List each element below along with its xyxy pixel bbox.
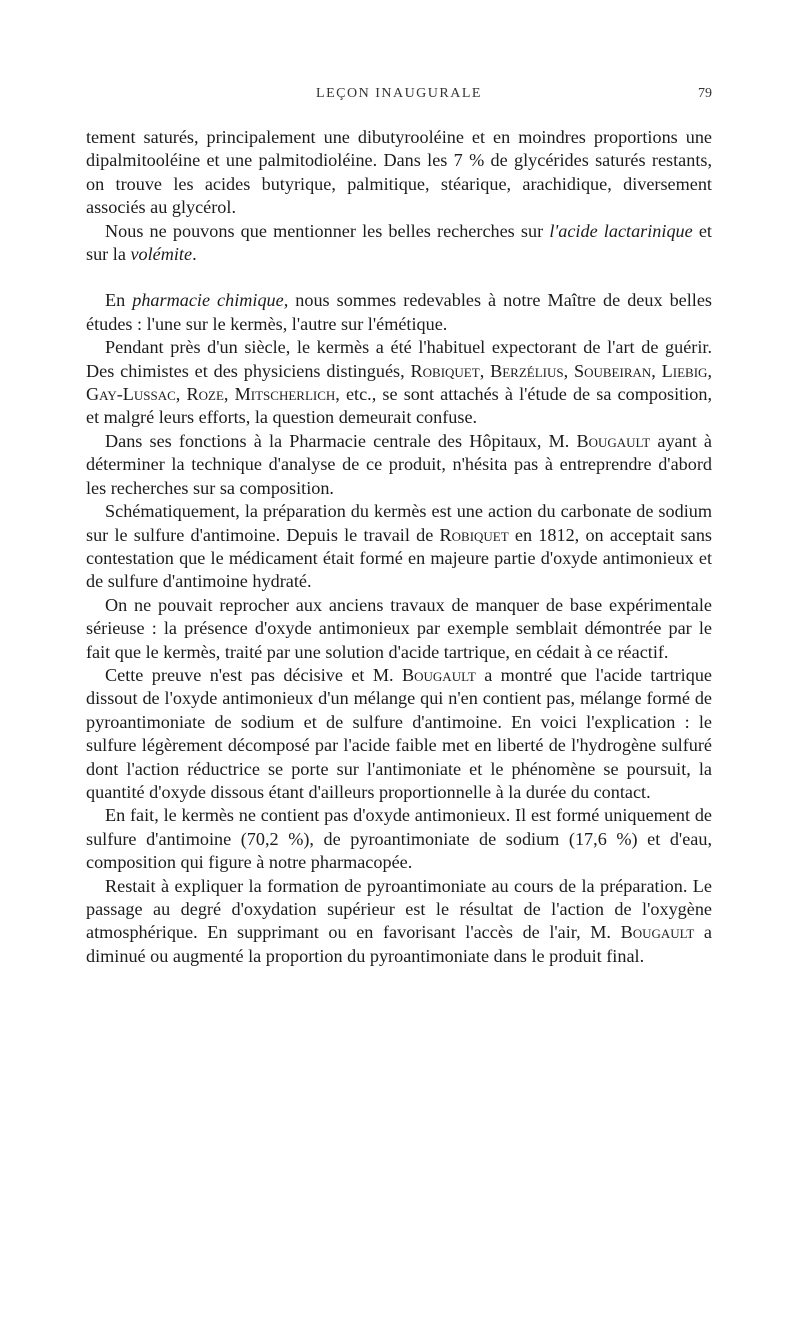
paragraph-pyroantimoniate (86, 875, 712, 969)
separator: , (223, 384, 235, 405)
author-name: Bougault (402, 664, 476, 685)
separator: , (707, 360, 712, 381)
author-name: Robiquet (410, 360, 480, 381)
author-name: Gay-Lussac (86, 384, 176, 405)
paragraph-schematic-preparation (86, 500, 712, 594)
running-head (86, 86, 712, 110)
text-run: . (192, 244, 197, 265)
text-run: En (105, 290, 133, 311)
separator: , (175, 384, 187, 405)
text-run: ayant à déterminer la technique d'analyse de ce produit, n'hésita pas à entreprendre d'abord les recherches sur sa composition. (86, 430, 712, 498)
separator: , (563, 360, 574, 381)
author-name: Bougault (576, 430, 651, 451)
italic-term: l'acide lactarinique (549, 220, 693, 241)
text-run: et sur la (86, 220, 712, 265)
author-name: Liebig (661, 360, 708, 381)
author-name: Bougault (620, 922, 695, 943)
text-run: Nous ne pouvons que mentionner les belles recherches sur (105, 220, 550, 241)
paragraph-pharmacie-centrale (86, 430, 712, 500)
paragraph-earlier-work: On ne pouvait reprocher aux anciens travaux de manquer de base expérimentale sérieuse : la présence d'oxyde antimonieux par exemple semblait démontrée par le fait que le kermès, traité par une solution d'acide tartrique, en cédait à ce réactif. (86, 594, 712, 662)
text-run: Restait à expliquer la formation de pyroantimoniate au cours de la préparation. Le passage au degré d'oxydation supérieur est le résultat de l'action de l'oxygène atmosphérique. En supprimant ou en favorisant l'accès de l'air, M. (86, 875, 712, 943)
paragraph-kermes-history (86, 336, 712, 430)
paragraph-lactarinic-acid (86, 220, 712, 267)
text-run: Pendant près d'un siècle, le kermès a été l'habituel expectorant de l'art de guérir. Des chimistes et des physiciens distingués, (86, 337, 712, 381)
text-run: en 1812, on acceptait sans contestation que le médicament était formé en majeure partie d'oxyde antimonieux et de sulfure d'antimoine hydraté. (86, 524, 712, 592)
text-run: Schématiquement, la préparation du kermès est une action du carbonate de sodium sur le sulfure d'antimoine. Depuis le travail de (86, 501, 712, 545)
italic-term: volémite (130, 244, 193, 265)
paragraph-pharmacie-chimique (86, 289, 712, 336)
paragraph-proof (86, 664, 712, 804)
text-run: , etc., se sont attachés à l'étude de sa composition, et malgré leurs efforts, la question demeurait confuse. (86, 384, 713, 428)
body-text (86, 126, 712, 968)
author-name: Mitscherlich (234, 384, 336, 405)
author-name: Robiquet (439, 524, 509, 545)
text-run: a diminué ou augmenté la proportion du pyroantimoniate dans le produit final. (86, 922, 712, 966)
author-name: Roze (186, 384, 224, 405)
text-run: Dans ses fonctions à la Pharmacie centrale des Hôpitaux, M. (105, 430, 577, 451)
page-number: 79 (698, 86, 712, 101)
paragraph-glycerides: tement saturés, principalement une dibutyrooléine et en moindres proportions une dipalmitooléine et une palmitodioléine. Dans les 7 % de glycérides saturés restants, on trouve les acides butyrique, palmitique, stéarique, arachidique, diversement associés au glycérol. (86, 127, 712, 218)
author-name: Berzélius (490, 360, 564, 381)
text-run: Cette preuve n'est pas décisive et M. (105, 664, 403, 685)
italic-term: pharmacie chimique, (132, 290, 289, 311)
separator: , (479, 360, 491, 381)
text-run: a montré que l'acide tartrique dissout de l'oxyde antimonieux d'un mélange qui n'en contient pas, mélange formé de pyroantimoniate de sodium et de sulfure d'antimoine. En voici l'explication : le sulfure légèrement décomposé par l'acide faible met en liberté de l'hydrogène sulfuré dont l'action réductrice se porte sur l'antimoniate et le phénomène se poursuit, la quantité d'oxyde dissous étant d'ailleurs proportionnelle à la durée du contact. (86, 664, 712, 802)
author-name: Soubeiran (574, 360, 652, 381)
running-title: LEÇON INAUGURALE (316, 86, 482, 101)
paragraph-composition: En fait, le kermès ne contient pas d'oxyde antimonieux. Il est formé uniquement de sulfure d'antimoine (70,2 %), de pyroantimoniate de sodium (17,6 %) et d'eau, composition qui figure à notre pharmacopée. (86, 805, 712, 873)
separator: , (651, 360, 662, 381)
text-run: nous sommes redevables à notre Maître de deux belles études : l'une sur le kermès, l'autre sur l'émétique. (86, 290, 712, 334)
